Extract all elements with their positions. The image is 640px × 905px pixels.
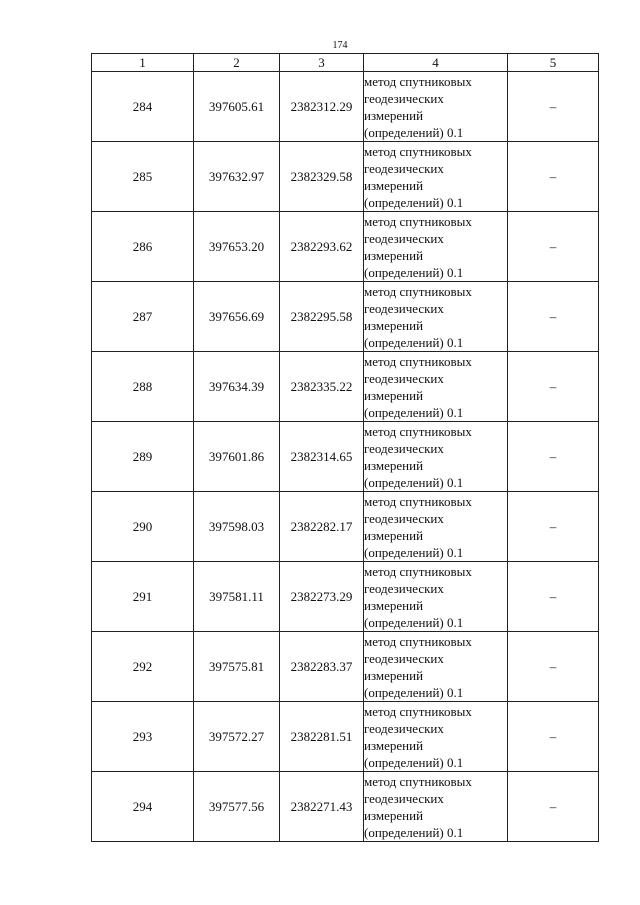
note-cell: – [508, 142, 599, 212]
method-line: измерений [364, 107, 424, 123]
table-header-row [92, 54, 599, 72]
method-cell [364, 422, 508, 492]
method-line: измерений [364, 807, 424, 823]
note-cell: – [508, 632, 599, 702]
method-cell [364, 492, 508, 562]
table-row [92, 702, 599, 772]
y-coordinate-cell: 2382283.37 [280, 632, 364, 702]
note-cell: – [508, 282, 599, 352]
column-header-1: 1 [92, 54, 194, 72]
note-cell: – [508, 772, 599, 842]
point-number-cell: 284 [92, 72, 194, 142]
method-line: метод спутниковых [364, 283, 472, 299]
column-header-2: 2 [194, 54, 280, 72]
x-coordinate-cell: 397605.61 [194, 72, 280, 142]
method-line: геодезических [364, 230, 444, 246]
method-line: (определений) 0.1 [364, 824, 464, 840]
method-line: метод спутниковых [364, 423, 472, 439]
method-line: метод спутниковых [364, 143, 472, 159]
note-cell: – [508, 72, 599, 142]
column-header-3: 3 [280, 54, 364, 72]
method-cell [364, 212, 508, 282]
method-line: измерений [364, 387, 424, 403]
point-number-cell: 293 [92, 702, 194, 772]
method-line: (определений) 0.1 [364, 404, 464, 420]
table-row [92, 72, 599, 142]
note-cell: – [508, 212, 599, 282]
method-line: метод спутниковых [364, 73, 472, 89]
point-number-cell: 285 [92, 142, 194, 212]
method-line: метод спутниковых [364, 493, 472, 509]
x-coordinate-cell: 397653.20 [194, 212, 280, 282]
x-coordinate-cell: 397581.11 [194, 562, 280, 632]
x-coordinate-cell: 397601.86 [194, 422, 280, 492]
x-coordinate-cell: 397632.97 [194, 142, 280, 212]
table-body [92, 72, 599, 842]
column-header-4: 4 [364, 54, 508, 72]
x-coordinate-cell: 397575.81 [194, 632, 280, 702]
table-row [92, 492, 599, 562]
method-line: метод спутниковых [364, 703, 472, 719]
point-number-cell: 290 [92, 492, 194, 562]
y-coordinate-cell: 2382312.29 [280, 72, 364, 142]
column-header-5: 5 [508, 54, 599, 72]
method-line: (определений) 0.1 [364, 544, 464, 560]
method-line: (определений) 0.1 [364, 474, 464, 490]
method-cell [364, 352, 508, 422]
point-number-cell: 294 [92, 772, 194, 842]
method-line: метод спутниковых [364, 563, 472, 579]
note-cell: – [508, 492, 599, 562]
method-line: геодезических [364, 370, 444, 386]
point-number-cell: 287 [92, 282, 194, 352]
method-line: измерений [364, 597, 424, 613]
point-number-cell: 288 [92, 352, 194, 422]
x-coordinate-cell: 397598.03 [194, 492, 280, 562]
method-line: геодезических [364, 90, 444, 106]
method-line: (определений) 0.1 [364, 754, 464, 770]
coordinates-table [91, 53, 599, 842]
method-cell [364, 632, 508, 702]
table-row [92, 562, 599, 632]
note-cell: – [508, 422, 599, 492]
table-row [92, 282, 599, 352]
method-line: измерений [364, 177, 424, 193]
method-line: метод спутниковых [364, 213, 472, 229]
method-line: геодезических [364, 440, 444, 456]
y-coordinate-cell: 2382329.58 [280, 142, 364, 212]
y-coordinate-cell: 2382314.65 [280, 422, 364, 492]
method-cell [364, 702, 508, 772]
method-line: геодезических [364, 790, 444, 806]
method-line: геодезических [364, 650, 444, 666]
method-line: (определений) 0.1 [364, 124, 464, 140]
method-line: геодезических [364, 300, 444, 316]
method-cell [364, 772, 508, 842]
method-line: измерений [364, 667, 424, 683]
table-row [92, 632, 599, 702]
method-line: (определений) 0.1 [364, 194, 464, 210]
method-line: (определений) 0.1 [364, 614, 464, 630]
x-coordinate-cell: 397656.69 [194, 282, 280, 352]
method-line: геодезических [364, 580, 444, 596]
method-line: (определений) 0.1 [364, 684, 464, 700]
point-number-cell: 291 [92, 562, 194, 632]
y-coordinate-cell: 2382295.58 [280, 282, 364, 352]
method-line: измерений [364, 457, 424, 473]
point-number-cell: 286 [92, 212, 194, 282]
point-number-cell: 292 [92, 632, 194, 702]
point-number-cell: 289 [92, 422, 194, 492]
table-row [92, 422, 599, 492]
method-line: (определений) 0.1 [364, 334, 464, 350]
table-row [92, 142, 599, 212]
method-cell [364, 72, 508, 142]
method-line: измерений [364, 737, 424, 753]
y-coordinate-cell: 2382335.22 [280, 352, 364, 422]
method-line: (определений) 0.1 [364, 264, 464, 280]
table-row [92, 352, 599, 422]
y-coordinate-cell: 2382282.17 [280, 492, 364, 562]
x-coordinate-cell: 397572.27 [194, 702, 280, 772]
method-line: измерений [364, 317, 424, 333]
table-row [92, 772, 599, 842]
method-cell [364, 282, 508, 352]
y-coordinate-cell: 2382273.29 [280, 562, 364, 632]
method-cell [364, 142, 508, 212]
method-line: метод спутниковых [364, 633, 472, 649]
method-line: метод спутниковых [364, 773, 472, 789]
note-cell: – [508, 562, 599, 632]
y-coordinate-cell: 2382293.62 [280, 212, 364, 282]
page-number: 174 [332, 40, 348, 51]
table-row [92, 212, 599, 282]
method-line: геодезических [364, 720, 444, 736]
y-coordinate-cell: 2382281.51 [280, 702, 364, 772]
x-coordinate-cell: 397577.56 [194, 772, 280, 842]
method-line: измерений [364, 247, 424, 263]
method-line: метод спутниковых [364, 353, 472, 369]
y-coordinate-cell: 2382271.43 [280, 772, 364, 842]
method-cell [364, 562, 508, 632]
method-line: геодезических [364, 160, 444, 176]
x-coordinate-cell: 397634.39 [194, 352, 280, 422]
note-cell: – [508, 352, 599, 422]
method-line: измерений [364, 527, 424, 543]
method-line: геодезических [364, 510, 444, 526]
note-cell: – [508, 702, 599, 772]
